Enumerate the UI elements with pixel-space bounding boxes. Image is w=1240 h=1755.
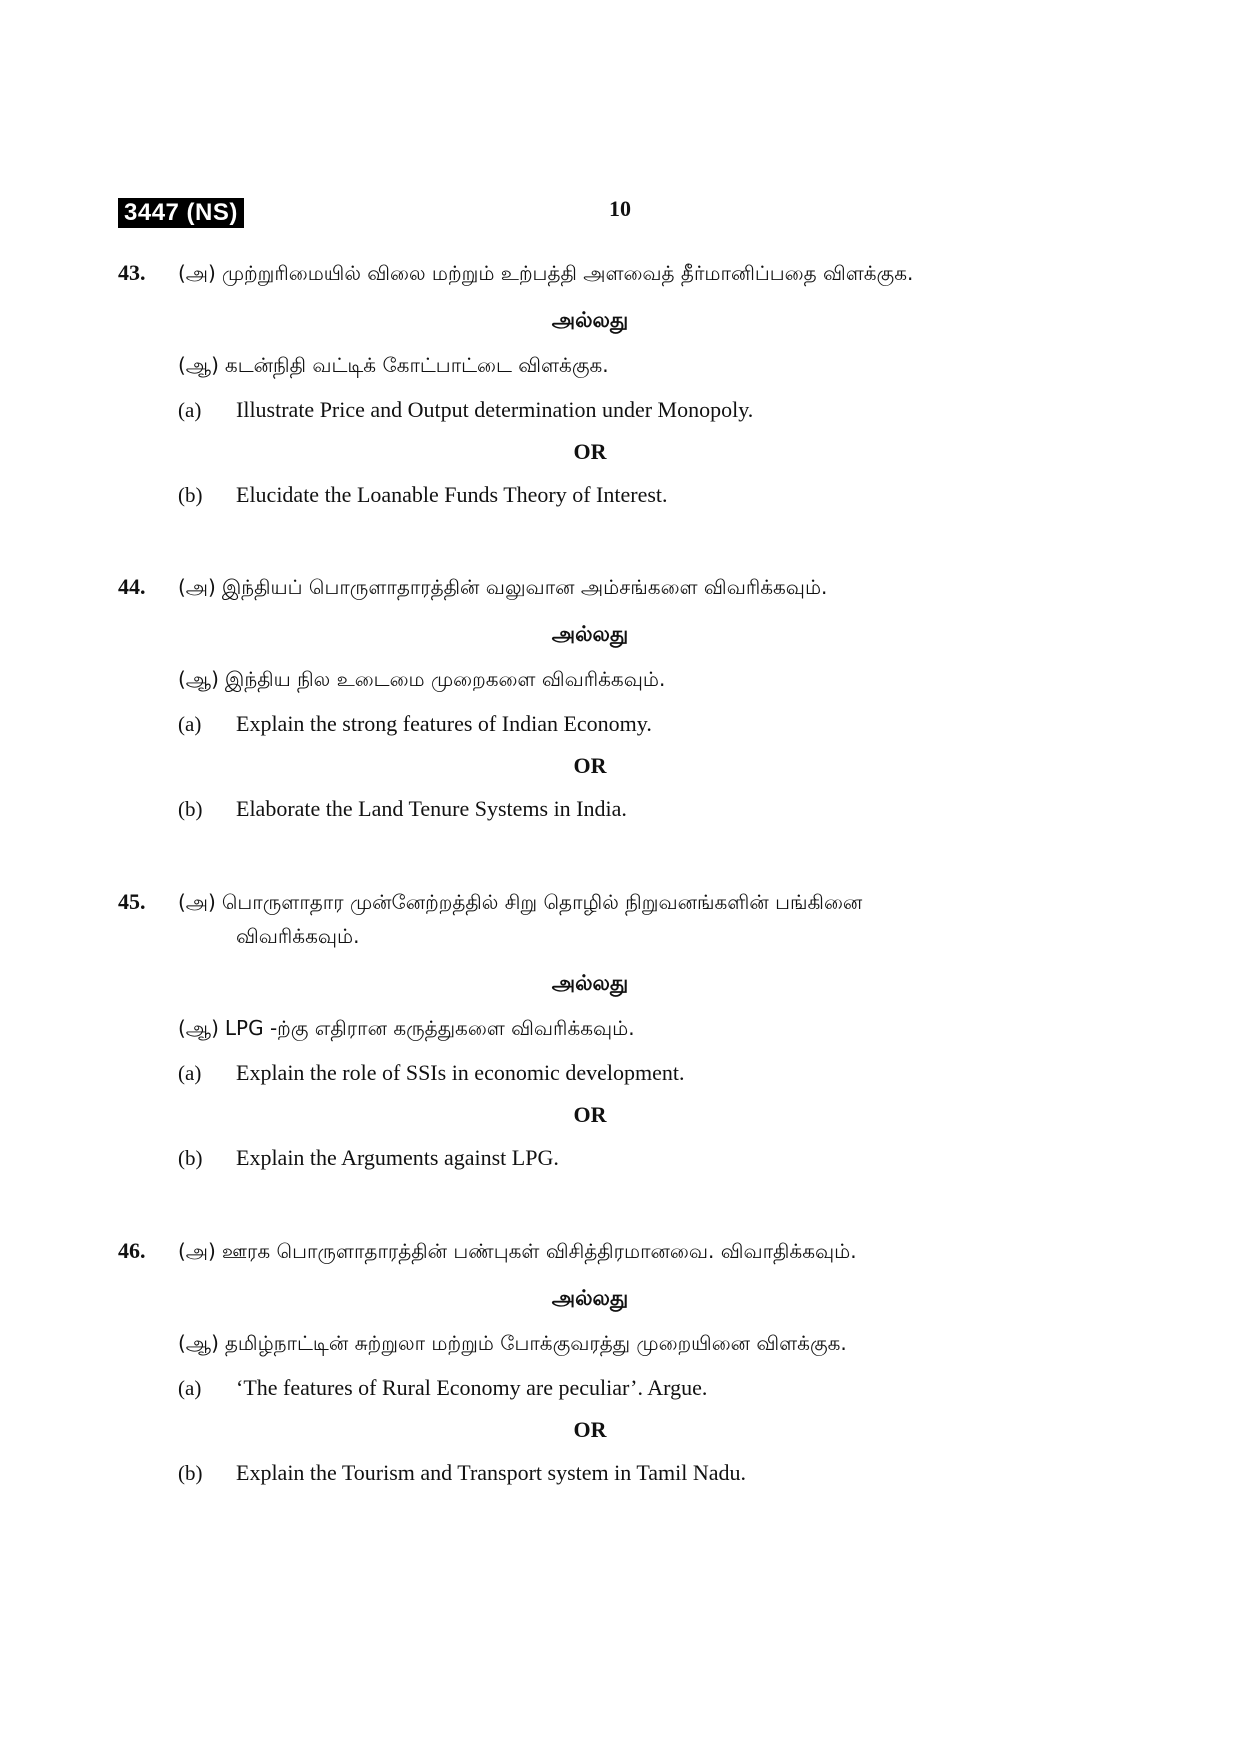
option-marker: (a) (178, 398, 202, 422)
english-option-a (178, 1373, 707, 1403)
option-marker: (ஆ) (178, 667, 219, 691)
option-text: முற்றுரிமையில் விலை மற்றும் உற்பத்தி அளவைத் தீர்மானிப்பதை விளக்குக. (221, 261, 914, 285)
option-text: Elaborate the Land Tenure Systems in India. (236, 796, 627, 821)
option-text: இந்திய நில உடைமை முறைகளை விவரிக்கவும். (224, 667, 666, 691)
question-number: 45. (118, 889, 146, 914)
tamil-or-separator: அல்லது (551, 308, 629, 332)
question-number: 43. (118, 260, 146, 285)
tamil-option-a-continuation: விவரிக்கவும். (236, 924, 360, 948)
option-text: Explain the Arguments against LPG. (236, 1145, 559, 1170)
option-marker: (b) (178, 1461, 203, 1485)
option-marker: (அ) (178, 575, 216, 599)
option-marker: (ஆ) (178, 353, 219, 377)
option-marker: (a) (178, 1061, 202, 1085)
option-marker: (a) (178, 712, 202, 736)
option-text: Explain the Tourism and Transport system in Tamil Nadu. (236, 1460, 747, 1485)
tamil-option-b (178, 1013, 635, 1043)
option-marker: (b) (178, 483, 203, 507)
tamil-option-a (178, 887, 862, 917)
option-text: Elucidate the Loanable Funds Theory of Interest. (236, 482, 668, 507)
option-marker: (அ) (178, 890, 216, 914)
english-option-b (178, 1143, 559, 1173)
option-text: தமிழ்நாட்டின் சுற்றுலா மற்றும் போக்குவரத்து முறையினை விளக்குக. (224, 1331, 847, 1355)
option-text: கடன்நிதி வட்டிக் கோட்பாட்டை விளக்குக. (224, 353, 609, 377)
tamil-option-b (178, 350, 609, 380)
option-text: Explain the strong features of Indian Economy. (236, 711, 652, 736)
option-text: இந்தியப் பொருளாதாரத்தின் வலுவான அம்சங்களை விவரிக்கவும். (221, 575, 828, 599)
option-marker: (அ) (178, 1239, 216, 1263)
option-text: Explain the role of SSIs in economic development. (236, 1060, 685, 1085)
english-or-separator: OR (573, 1102, 607, 1127)
english-or-separator: OR (573, 439, 607, 464)
english-option-b (178, 1458, 746, 1488)
option-text: ஊரக பொருளாதாரத்தின் பண்புகள் விசித்திரமானவை. விவாதிக்கவும். (221, 1239, 857, 1263)
option-text: ‘The features of Rural Economy are peculiar’. Argue. (236, 1375, 708, 1400)
option-text: Illustrate Price and Output determination under Monopoly. (236, 397, 754, 422)
option-marker: (அ) (178, 261, 216, 285)
tamil-or-separator: அல்லது (551, 622, 629, 646)
tamil-or-separator: அல்லது (551, 1286, 629, 1310)
option-marker: (ஆ) (178, 1331, 219, 1355)
tamil-option-a (178, 258, 913, 288)
english-or-separator: OR (573, 1417, 607, 1442)
option-marker: (b) (178, 1146, 203, 1170)
tamil-option-b (178, 1328, 847, 1358)
question-number: 46. (118, 1238, 146, 1263)
english-or-separator: OR (573, 753, 607, 778)
question-number: 44. (118, 574, 146, 599)
tamil-option-a (178, 572, 827, 602)
option-marker: (ஆ) (178, 1016, 219, 1040)
tamil-option-b (178, 664, 665, 694)
english-option-b (178, 480, 668, 510)
tamil-option-a (178, 1236, 857, 1266)
english-option-a (178, 1058, 684, 1088)
option-marker: (b) (178, 797, 203, 821)
page-number: 10 (609, 196, 631, 221)
english-option-a (178, 709, 652, 739)
english-option-b (178, 794, 627, 824)
option-text: LPG -ற்கு எதிரான கருத்துகளை விவரிக்கவும். (224, 1016, 635, 1040)
option-marker: (a) (178, 1376, 202, 1400)
option-text: பொருளாதார முன்னேற்றத்தில் சிறு தொழில் நிறுவனங்களின் பங்கினை (221, 890, 863, 914)
tamil-or-separator: அல்லது (551, 971, 629, 995)
paper-code-badge: 3447 (NS) (118, 198, 244, 228)
english-option-a (178, 395, 753, 425)
